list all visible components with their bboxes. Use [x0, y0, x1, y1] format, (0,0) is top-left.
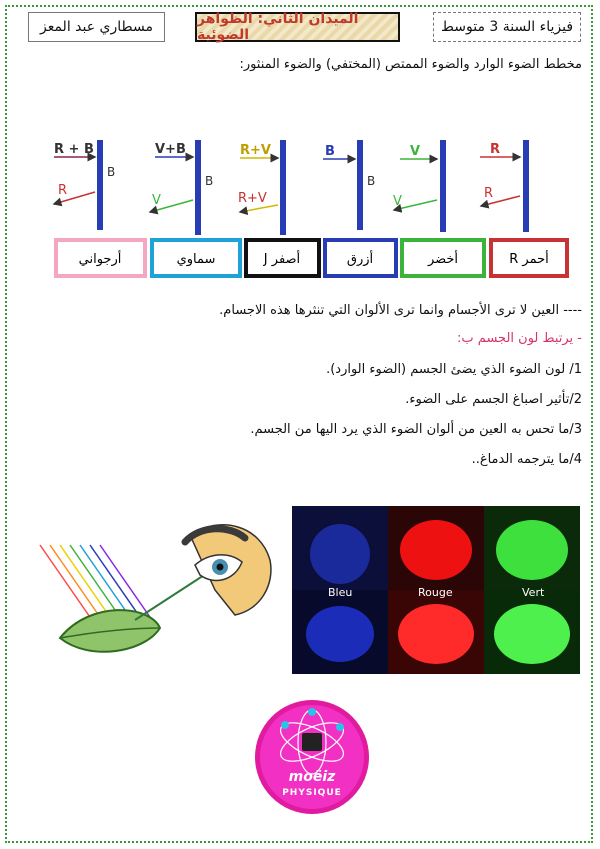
- course-level: فيزياء السنة 3 متوسط: [433, 12, 581, 42]
- factor-2: 2/تأثير اصباغ الجسم على الضوء.: [405, 392, 582, 407]
- page-title: الميدان الثاني: الظواهر الضوئية: [195, 12, 400, 42]
- panel-green: [393, 140, 446, 232]
- logo-text-2: PHYSIQUE: [282, 788, 342, 798]
- panel-green-reflected: V: [393, 194, 402, 209]
- panel-cyan-incident: V+B: [155, 142, 186, 157]
- eye-icon: [185, 525, 271, 615]
- label-blue: أزرق: [346, 252, 374, 267]
- panel-yellow-incident: R+V: [240, 143, 271, 158]
- leaf-eye-illustration: [30, 520, 280, 670]
- panel-cyan-reflected: V: [152, 193, 161, 208]
- panel-green-incident: V: [410, 144, 421, 159]
- label-red: أحمر R: [509, 252, 549, 267]
- panel-magenta-wall: B: [107, 165, 116, 179]
- photo-label-bleu: Bleu: [328, 586, 353, 599]
- author-name: مسطاري عبد المعز: [28, 12, 165, 42]
- panel-red: [480, 140, 529, 232]
- moeiz-physique-logo: [252, 697, 372, 817]
- panel-cyan-wall: B: [205, 174, 214, 188]
- factor-4: 4/ما يترجمه الدماغ..: [471, 452, 582, 467]
- factor-3: 3/ما تحس به العين من ألوان الضوء الذي يرد اليها من الجسم.: [250, 422, 582, 437]
- label-magenta: أرجواني: [78, 252, 122, 267]
- panel-red-incident: R: [490, 142, 501, 157]
- body-color-heading: - يرتبط لون الجسم ب:: [457, 331, 582, 346]
- label-cyan: سماوي: [176, 252, 216, 267]
- logo-text-1: moëiz: [288, 769, 336, 785]
- label-yellow: أصفر J: [263, 252, 301, 267]
- panel-magenta-incident: R + B: [54, 142, 94, 157]
- diagram-intro: مخطط الضوء الوارد والضوء الممتص (المختفي) والضوء المنثور:: [239, 57, 582, 72]
- panel-magenta: [54, 140, 115, 230]
- photo-label-vert: Vert: [522, 586, 545, 599]
- panel-cyan: [150, 140, 213, 235]
- panel-magenta-reflected: R: [58, 183, 68, 198]
- photo-label-rouge: Rouge: [418, 586, 453, 599]
- panel-yellow-reflected: R+V: [238, 191, 267, 206]
- panel-blue-incident: B: [325, 144, 335, 159]
- label-green: أخضر: [427, 252, 459, 267]
- panel-yellow: [238, 140, 286, 235]
- panel-red-reflected: R: [484, 186, 494, 201]
- eye-sentence: ---- العين لا ترى الأجسام وانما ترى الألوان التي تنثرها هذه الاجسام.: [219, 303, 582, 318]
- incident-rays: [40, 545, 152, 620]
- color-diagram: [0, 130, 600, 290]
- panel-blue-wall: B: [367, 174, 376, 188]
- factor-1: 1/ لون الضوء الذي يضئ الجسم (الضوء الوارد).: [326, 362, 582, 377]
- panel-blue: [323, 140, 375, 230]
- colored-light-photo: [292, 506, 580, 674]
